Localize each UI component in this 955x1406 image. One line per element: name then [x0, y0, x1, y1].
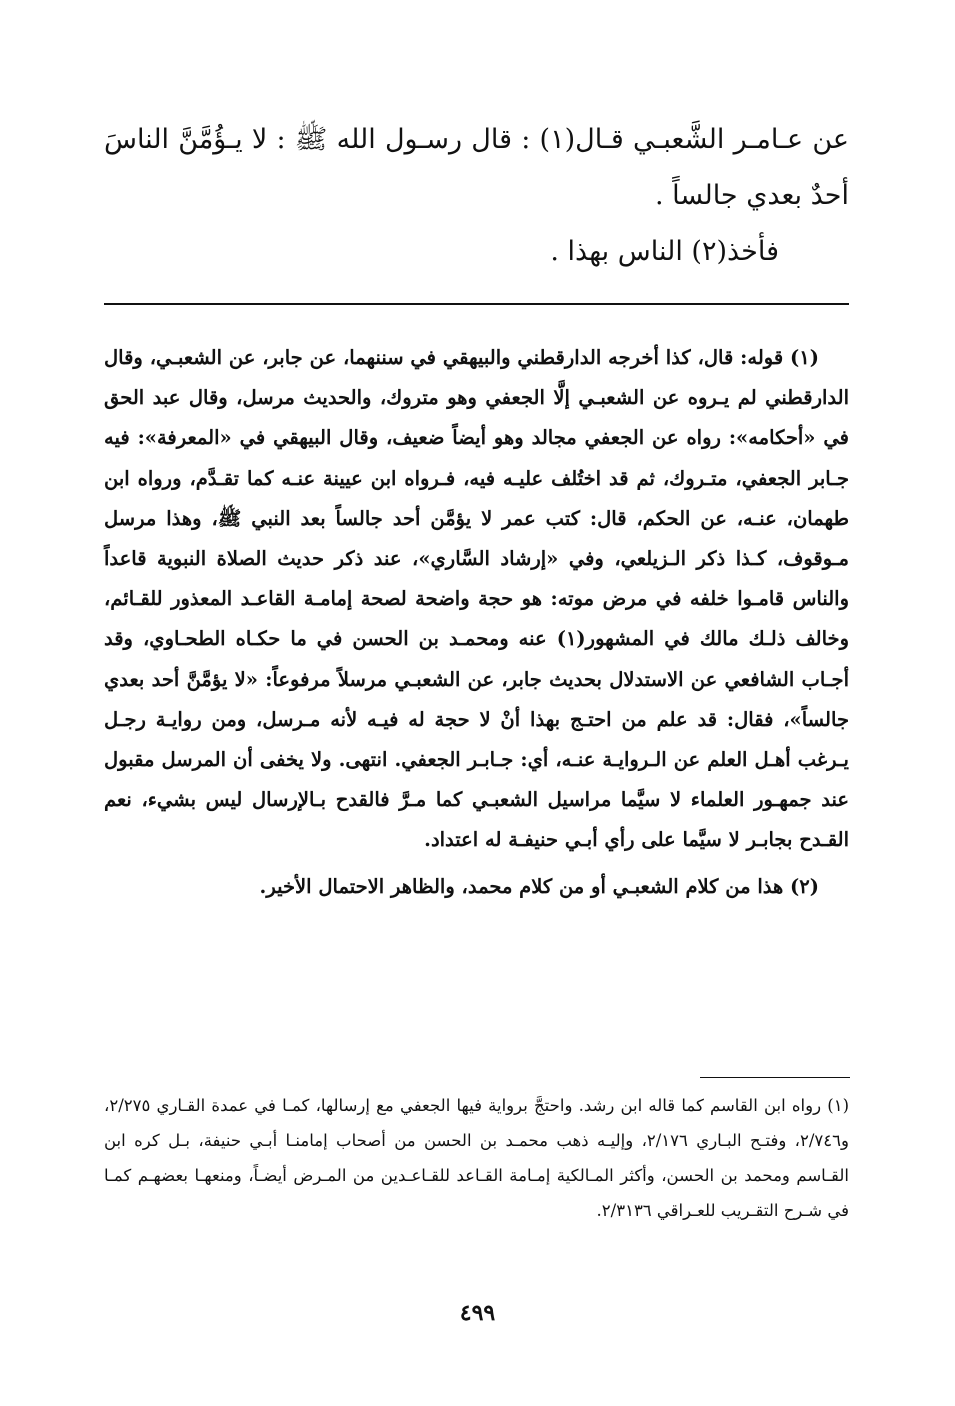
hadith-text: عن عـامـر الشَّعبـي قـال(١) : قال رسـول الله ﷺ : لا يـؤُمَّنَّ الناسَ أحدٌ بعدي جالساً .	[104, 124, 849, 211]
footnotes	[104, 1088, 849, 1228]
footnote-1: (١) رواه ابن القاسم كما قاله ابن رشد. واحتجَّ برواية فيها الجعفي مع إرسالها، كمـا في عمدة القـاري ٢/٢٧٥، و٢/٧٤٦، وفتـح البـاري ٢/١٧٦، وإليـه ذهب محمـد بن الحسن من أصحاب إمامنـا أبـي حنيفة، بـل كره ابن القـاسم ومحمد بن الحسن، وأكثر المـالكية إمـامة القـاعد للقـاعـدين من المـرض أيضـاً، ومنعهـا بعضهـم كمـا في شـرح التقـريب للعـراقي ٢/٣١٣٦.	[104, 1096, 849, 1220]
footnote-divider	[700, 1077, 850, 1078]
page-number: ٤٩٩	[459, 1300, 496, 1326]
commentary-note-1: (١) قوله: قال، كذا أخرجه الدارقطني والبيهقي في سننهما، عن جابر، عن الشعبـي، وقال الدارقطني لم يـروه عن الشعبـي إلَّا الجعفي وهو متروك، والحديث مرسل، وقال عبد الحق في «أحكامه»: رواه عن الجعفي مجالد وهو أيضاً ضعيف، وقال البيهقي في «المعرفة»: فيه جـابر الجعفي، متـروك، ثم قد اختُلف عليـه فيه، فـرواه ابن عيينة عنـه كما تقـدَّم، ورواه ابن طهمان، عنـه، عن الحكم، قال: كتب عمر لا يؤمَّن أحد جالساً بعد النبي ﷺ، وهذا مرسل مـوقوف، كـذا ذكر الـزيلعي، وفي «إرشاد السَّاري»، عند ذكر حديث الصلاة النبوية قاعداً والناس قامـوا خلفه في مرض موته: هو حجة واضحة لصحة إمامـة القاعـد المعذور للقـائم، وخالف ذلـك مالك في المشهور(١) عنه ومحمـد بن الحسن في ما حكـاه الطحـاوي، وقد أجـاب الشافعي عن الاستدلال بحديث جابر، عن الشعبـي مرسلاً مرفوعاً: «لا يؤمَّنَّ أحد بعدي جالساً»، فقال: قد علم من احتـج بهذا أنْ لا حجة له فيـه لأنه مـرسل، ومن روايـة رجـل يـرغب أهـل العلم عن الـروايـة عنـه، أي: جـابـر الجعفي. انتهى. ولا يخفى أن المرسل مقبول عند جمهـور العلماء لا سيَّما مراسيل الشعبـي كما مـرَّ فالقدح بـالإرسال ليس بشيء، نعم القـدح بجابـر لا سيَّما على رأي أبـي حنيفـة له اعتداد.	[104, 346, 849, 852]
main-text-divider	[104, 303, 849, 305]
commentary-note-2: (٢) هذا من كلام الشعبـي أو من كلام محمد، والظاهر الاحتمال الأخير.	[259, 874, 819, 898]
commentary	[104, 338, 849, 907]
hadith-followup: فأخذ(٢) الناس بهذا .	[550, 236, 779, 267]
main-text	[104, 112, 849, 280]
